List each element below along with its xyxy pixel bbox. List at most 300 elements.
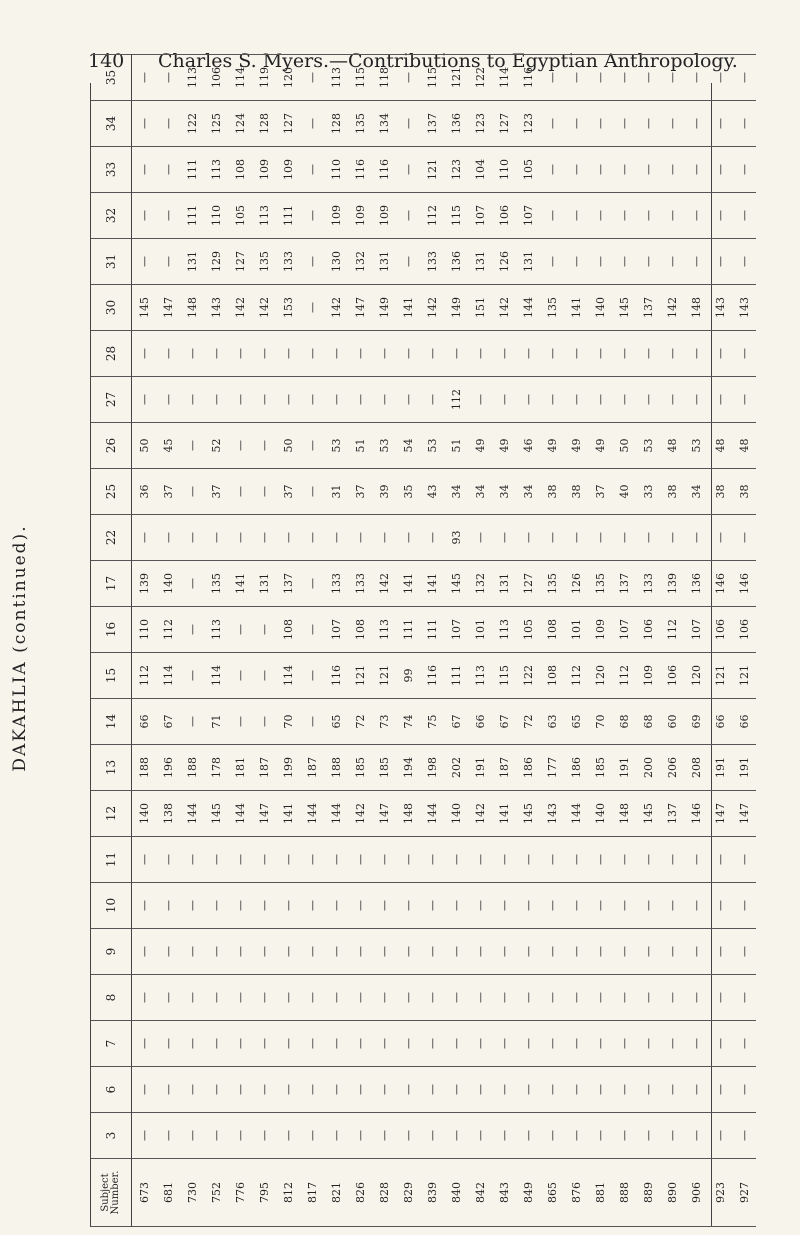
subject-number-cell: 849	[516, 1159, 540, 1227]
table-cell: —	[444, 1021, 468, 1067]
table-cell: 142	[252, 285, 276, 331]
table-cell: —	[612, 1113, 636, 1159]
table-cell: 200	[636, 745, 660, 791]
subject-number-cell: 888	[612, 1159, 636, 1227]
subject-number-cell: 881	[588, 1159, 612, 1227]
subject-number-cell: 839	[420, 1159, 444, 1227]
table-cell: 131	[252, 561, 276, 607]
table-cell: —	[132, 377, 157, 423]
table-row	[396, 55, 420, 1227]
table-cell: 46	[516, 423, 540, 469]
table-cell: —	[180, 1113, 204, 1159]
table-cell: —	[588, 147, 612, 193]
table-cell: 143	[708, 285, 732, 331]
table-cell: —	[252, 1021, 276, 1067]
table-cell: 114	[156, 653, 180, 699]
table-cell: 142	[324, 285, 348, 331]
subject-number-cell: 776	[228, 1159, 252, 1227]
table-cell: —	[540, 929, 564, 975]
table-cell: 141	[420, 561, 444, 607]
column-header: 35	[91, 55, 132, 101]
table-row	[252, 55, 276, 1227]
table-cell: 111	[276, 193, 300, 239]
table-cell: —	[372, 883, 396, 929]
table-cell: 135	[540, 285, 564, 331]
table-cell: —	[588, 331, 612, 377]
table-cell: —	[636, 239, 660, 285]
table-cell: —	[684, 883, 708, 929]
table-cell: —	[396, 239, 420, 285]
table-cell: —	[324, 837, 348, 883]
table-cell: 185	[348, 745, 372, 791]
table-cell: 153	[276, 285, 300, 331]
table-cell: 149	[444, 285, 468, 331]
column-header: 27	[91, 377, 132, 423]
table-cell: —	[228, 377, 252, 423]
table-cell: —	[420, 1067, 444, 1113]
subject-number-cell: 795	[252, 1159, 276, 1227]
table-cell: —	[540, 837, 564, 883]
table-cell: 187	[492, 745, 516, 791]
table-cell: —	[444, 929, 468, 975]
table-cell: —	[132, 55, 157, 101]
table-body	[132, 55, 757, 1227]
table-cell: —	[132, 515, 157, 561]
table-cell: —	[420, 331, 444, 377]
table-cell: 49	[468, 423, 492, 469]
table-cell: —	[636, 1113, 660, 1159]
table-cell: —	[564, 515, 588, 561]
table-cell: —	[132, 1113, 157, 1159]
table-cell: —	[252, 1113, 276, 1159]
table-cell: 130	[324, 239, 348, 285]
table-cell: 151	[468, 285, 492, 331]
table-cell: 115	[444, 193, 468, 239]
table-cell: 67	[444, 699, 468, 745]
table-cell: —	[156, 55, 180, 101]
table-cell: 137	[660, 791, 684, 837]
table-cell: —	[444, 1067, 468, 1113]
table-cell: —	[180, 1067, 204, 1113]
table-cell: 112	[444, 377, 468, 423]
table-cell: 114	[276, 653, 300, 699]
table-cell: —	[180, 331, 204, 377]
table-cell: 38	[564, 469, 588, 515]
table-cell: 137	[420, 101, 444, 147]
column-header: 8	[91, 975, 132, 1021]
table-cell: —	[228, 883, 252, 929]
table-cell: —	[348, 929, 372, 975]
table-cell: —	[300, 1067, 324, 1113]
table-cell: —	[708, 1021, 732, 1067]
table-cell: 45	[156, 423, 180, 469]
table-cell: 112	[132, 653, 157, 699]
table-cell: 112	[660, 607, 684, 653]
table-cell: 113	[204, 147, 228, 193]
table-cell: 142	[492, 285, 516, 331]
table-cell: —	[492, 837, 516, 883]
table-cell: —	[468, 975, 492, 1021]
table-cell: —	[564, 147, 588, 193]
table-cell: 142	[420, 285, 444, 331]
table-title: DAKAHLIA (continued).	[10, 524, 30, 772]
column-header: 34	[91, 101, 132, 147]
table-cell: 141	[492, 791, 516, 837]
table-cell: —	[300, 1021, 324, 1067]
table-cell: 144	[564, 791, 588, 837]
table-cell: —	[540, 193, 564, 239]
table-cell: —	[612, 147, 636, 193]
table-cell: 115	[348, 55, 372, 101]
table-cell: 121	[348, 653, 372, 699]
table-cell: 110	[492, 147, 516, 193]
table-cell: —	[588, 101, 612, 147]
table-cell: —	[588, 193, 612, 239]
column-header-subject: Subject Number.	[91, 1159, 132, 1227]
table-cell: 208	[684, 745, 708, 791]
table-cell: —	[156, 377, 180, 423]
table-cell: —	[180, 515, 204, 561]
table-row	[204, 55, 228, 1227]
table-row	[612, 55, 636, 1227]
table-cell: —	[660, 1113, 684, 1159]
table-cell: —	[420, 837, 444, 883]
table-cell: 140	[132, 791, 157, 837]
table-cell: 142	[228, 285, 252, 331]
table-cell: 144	[228, 791, 252, 837]
table-cell: —	[324, 1021, 348, 1067]
running-title: Charles S. Myers.—Contributions to Egyptian Anthropology.	[158, 50, 738, 72]
table-cell: —	[588, 1113, 612, 1159]
column-header: 6	[91, 1067, 132, 1113]
table-cell: —	[372, 975, 396, 1021]
table-cell: 110	[132, 607, 157, 653]
table-cell: —	[684, 147, 708, 193]
table-cell: —	[300, 515, 324, 561]
table-cell: 131	[492, 561, 516, 607]
table-cell: —	[300, 55, 324, 101]
table-cell: —	[564, 1021, 588, 1067]
table-cell: 187	[300, 745, 324, 791]
table-cell: 141	[228, 561, 252, 607]
table-cell: 106	[492, 193, 516, 239]
table-cell: —	[588, 515, 612, 561]
column-header: 7	[91, 1021, 132, 1067]
table-cell: 108	[540, 607, 564, 653]
table-cell: 139	[660, 561, 684, 607]
table-cell: —	[708, 101, 732, 147]
table-cell: —	[228, 515, 252, 561]
table-cell: 65	[324, 699, 348, 745]
table-cell: —	[708, 55, 732, 101]
table-cell: 107	[468, 193, 492, 239]
table-cell: 140	[156, 561, 180, 607]
table-cell: —	[660, 193, 684, 239]
table-cell: 108	[540, 653, 564, 699]
table-cell: 51	[444, 423, 468, 469]
table-cell: 186	[516, 745, 540, 791]
table-cell: —	[204, 1113, 228, 1159]
table-cell: —	[612, 55, 636, 101]
table-cell: 48	[708, 423, 732, 469]
table-cell: —	[252, 653, 276, 699]
table-cell: 49	[564, 423, 588, 469]
table-cell: 206	[660, 745, 684, 791]
table-cell: 93	[444, 515, 468, 561]
table-cell: 146	[732, 561, 756, 607]
table-cell: —	[660, 929, 684, 975]
table-cell: —	[732, 837, 756, 883]
table-cell: 75	[420, 699, 444, 745]
table-cell: —	[492, 883, 516, 929]
table-cell: 122	[180, 101, 204, 147]
table-cell: 106	[732, 607, 756, 653]
table-cell: —	[444, 975, 468, 1021]
table-row	[684, 55, 708, 1227]
table-cell: 68	[612, 699, 636, 745]
column-header: 11	[91, 837, 132, 883]
table-cell: —	[540, 515, 564, 561]
table-cell: 143	[204, 285, 228, 331]
table-cell: —	[396, 1113, 420, 1159]
table-cell: —	[300, 147, 324, 193]
table-cell: 188	[180, 745, 204, 791]
table-cell: 119	[252, 55, 276, 101]
table-cell: 143	[540, 791, 564, 837]
table-cell: 50	[276, 423, 300, 469]
table-cell: —	[180, 607, 204, 653]
column-header: 28	[91, 331, 132, 377]
table-cell: —	[516, 1067, 540, 1113]
table-cell: —	[132, 837, 157, 883]
table-cell: —	[180, 929, 204, 975]
table-cell: 145	[612, 285, 636, 331]
table-cell: —	[300, 1113, 324, 1159]
table-cell: 74	[396, 699, 420, 745]
table-cell: —	[684, 515, 708, 561]
table-cell: 111	[180, 193, 204, 239]
table-cell: —	[300, 239, 324, 285]
table-cell: 127	[276, 101, 300, 147]
table-cell: —	[636, 147, 660, 193]
table-cell: 53	[372, 423, 396, 469]
table-cell: 105	[516, 147, 540, 193]
table-cell: —	[684, 377, 708, 423]
table-cell: —	[276, 883, 300, 929]
table-cell: —	[276, 837, 300, 883]
table-cell: 185	[372, 745, 396, 791]
rotated-table-wrapper	[91, 67, 751, 1227]
table-cell: —	[372, 515, 396, 561]
table-cell: —	[396, 975, 420, 1021]
table-cell: 147	[348, 285, 372, 331]
table-cell: 37	[156, 469, 180, 515]
column-header: 31	[91, 239, 132, 285]
table-cell: —	[732, 1021, 756, 1067]
table-cell: —	[564, 975, 588, 1021]
column-header: 13	[91, 745, 132, 791]
table-cell: 137	[276, 561, 300, 607]
table-cell: 147	[708, 791, 732, 837]
table-cell: —	[348, 1021, 372, 1067]
header-row	[91, 55, 132, 1227]
table-cell: —	[324, 883, 348, 929]
table-cell: —	[180, 699, 204, 745]
subject-number-cell: 842	[468, 1159, 492, 1227]
table-cell: 133	[636, 561, 660, 607]
table-cell: 121	[372, 653, 396, 699]
table-cell: 144	[300, 791, 324, 837]
table-cell: 139	[132, 561, 157, 607]
table-cell: —	[300, 653, 324, 699]
table-cell: —	[252, 423, 276, 469]
table-cell: —	[612, 101, 636, 147]
table-cell: —	[420, 883, 444, 929]
data-table-region	[90, 67, 751, 1227]
table-cell: 135	[252, 239, 276, 285]
table-cell: 34	[516, 469, 540, 515]
column-header: 33	[91, 147, 132, 193]
table-cell: —	[540, 377, 564, 423]
table-cell: —	[732, 147, 756, 193]
table-cell: 107	[612, 607, 636, 653]
table-cell: 147	[156, 285, 180, 331]
table-cell: —	[588, 929, 612, 975]
table-cell: —	[636, 377, 660, 423]
table-cell: 121	[708, 653, 732, 699]
table-cell: 113	[372, 607, 396, 653]
table-cell: —	[516, 515, 540, 561]
table-cell: 106	[660, 653, 684, 699]
table-cell: 49	[540, 423, 564, 469]
table-cell: —	[156, 929, 180, 975]
table-row	[324, 55, 348, 1227]
table-cell: 142	[372, 561, 396, 607]
subject-number-cell: 812	[276, 1159, 300, 1227]
table-cell: —	[348, 1067, 372, 1113]
table-cell: —	[564, 1067, 588, 1113]
table-cell: 132	[468, 561, 492, 607]
table-cell: —	[708, 1067, 732, 1113]
table-cell: —	[492, 331, 516, 377]
table-cell: —	[660, 1067, 684, 1113]
table-cell: —	[204, 975, 228, 1021]
table-row	[348, 55, 372, 1227]
table-cell: —	[516, 1113, 540, 1159]
table-cell: —	[228, 837, 252, 883]
table-cell: —	[444, 331, 468, 377]
table-cell: —	[684, 1113, 708, 1159]
table-cell: 33	[636, 469, 660, 515]
table-cell: 113	[324, 55, 348, 101]
table-cell: —	[636, 975, 660, 1021]
column-header: 26	[91, 423, 132, 469]
table-cell: 112	[564, 653, 588, 699]
table-cell: 108	[228, 147, 252, 193]
table-cell: 101	[564, 607, 588, 653]
table-cell: —	[156, 239, 180, 285]
table-cell: —	[396, 837, 420, 883]
table-cell: —	[444, 883, 468, 929]
table-cell: 188	[132, 745, 157, 791]
table-cell: —	[348, 331, 372, 377]
table-row	[444, 55, 468, 1227]
table-cell: 65	[564, 699, 588, 745]
table-cell: —	[636, 1021, 660, 1067]
table-cell: —	[612, 1021, 636, 1067]
table-cell: —	[684, 929, 708, 975]
column-header: 3	[91, 1113, 132, 1159]
table-cell: —	[540, 101, 564, 147]
table-cell: —	[588, 55, 612, 101]
table-cell: —	[588, 1021, 612, 1067]
table-cell: —	[660, 147, 684, 193]
table-cell: 146	[684, 791, 708, 837]
table-cell: —	[252, 837, 276, 883]
table-cell: —	[300, 561, 324, 607]
column-header: 14	[91, 699, 132, 745]
table-cell: —	[156, 331, 180, 377]
table-cell: 116	[516, 55, 540, 101]
table-cell: —	[612, 515, 636, 561]
table-cell: —	[156, 883, 180, 929]
table-cell: —	[156, 515, 180, 561]
table-cell: 107	[684, 607, 708, 653]
table-cell: —	[684, 101, 708, 147]
table-cell: 54	[396, 423, 420, 469]
table-cell: —	[276, 331, 300, 377]
table-cell: 121	[420, 147, 444, 193]
table-cell: —	[588, 239, 612, 285]
table-cell: —	[228, 331, 252, 377]
table-cell: —	[660, 55, 684, 101]
column-header: 30	[91, 285, 132, 331]
table-cell: —	[708, 929, 732, 975]
table-cell: —	[684, 193, 708, 239]
table-cell: —	[564, 883, 588, 929]
table-row	[372, 55, 396, 1227]
table-cell: 149	[372, 285, 396, 331]
table-cell: 113	[468, 653, 492, 699]
table-cell: —	[468, 1113, 492, 1159]
table-cell: —	[252, 1067, 276, 1113]
table-cell: —	[492, 929, 516, 975]
table-cell: 126	[564, 561, 588, 607]
table-cell: 142	[468, 791, 492, 837]
table-cell: 53	[324, 423, 348, 469]
table-cell: 144	[420, 791, 444, 837]
table-cell: 140	[444, 791, 468, 837]
table-cell: 114	[492, 55, 516, 101]
table-cell: 36	[132, 469, 157, 515]
table-cell: 107	[324, 607, 348, 653]
column-header: 16	[91, 607, 132, 653]
table-cell: —	[252, 331, 276, 377]
table-cell: 63	[540, 699, 564, 745]
table-cell: —	[492, 1067, 516, 1113]
table-cell: —	[708, 837, 732, 883]
table-cell: 133	[348, 561, 372, 607]
table-cell: 116	[372, 147, 396, 193]
table-cell: —	[444, 1113, 468, 1159]
table-cell: 191	[468, 745, 492, 791]
table-cell: —	[444, 837, 468, 883]
table-cell: 49	[492, 423, 516, 469]
table-cell: 145	[516, 791, 540, 837]
table-cell: 137	[636, 285, 660, 331]
table-cell: 145	[204, 791, 228, 837]
table-cell: —	[228, 423, 252, 469]
